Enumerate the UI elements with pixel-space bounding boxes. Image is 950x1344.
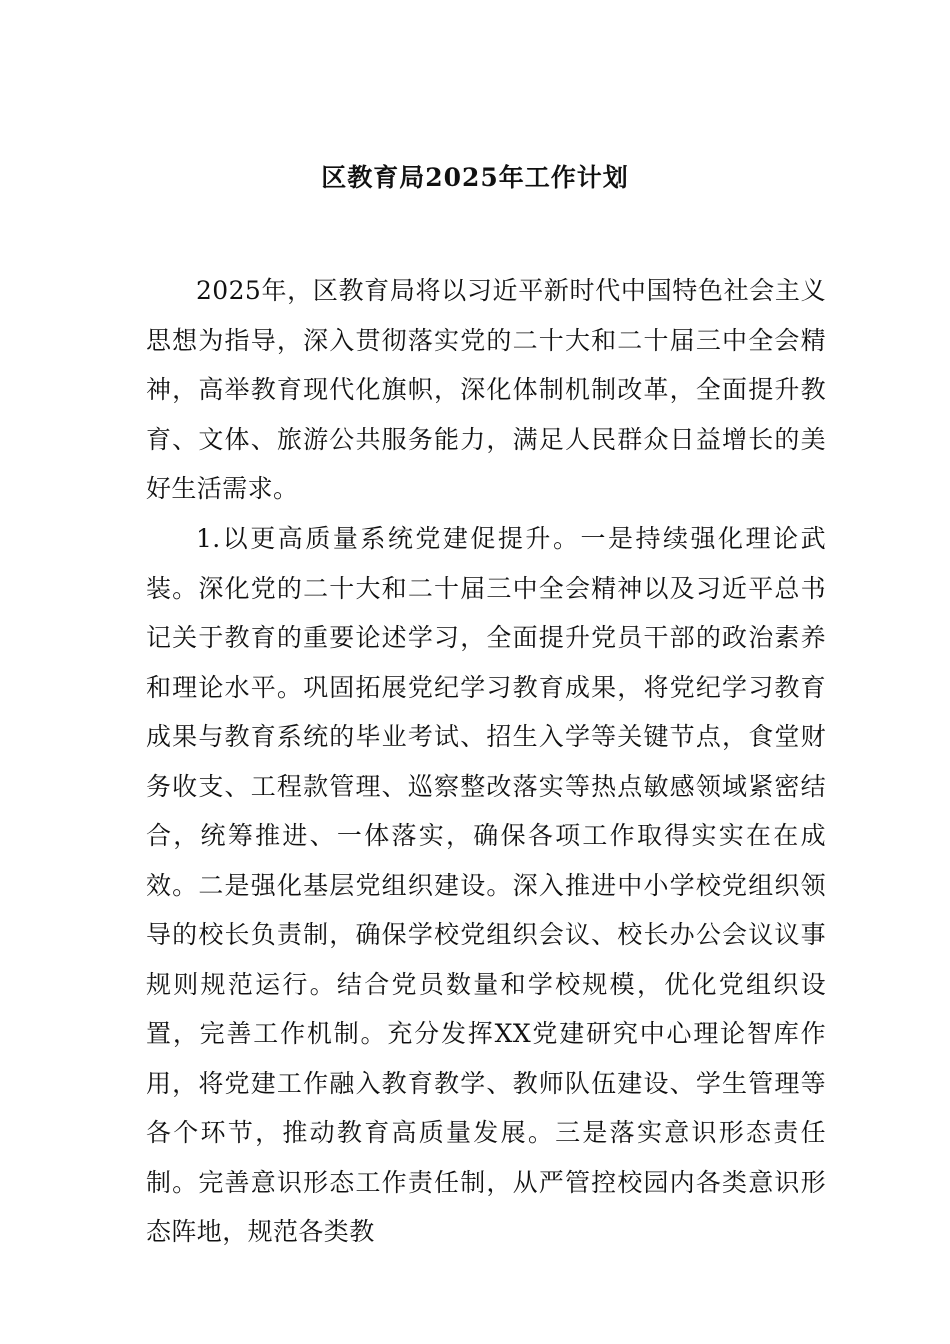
intro-paragraph: 2025年，区教育局将以习近平新时代中国特色社会主义思想为指导，深入贯彻落实党的二十大和二十届三中全会精神，高举教育现代化旗帜，深化体制机制改革，全面提升教育、文体、旅游公共服务能力，满足人民群众日益增长的美好生活需求。 — [146, 276, 826, 503]
section-1-paragraph: 1.以更高质量系统党建促提升。一是持续强化理论武装。深化党的二十大和二十届三中全会精神以及习近平总书记关于教育的重要论述学习，全面提升党员干部的政治素养和理论水平。巩固拓展党纪学习教育成果，将党纪学习教育成果与教育系统的毕业考试、招生入学等关键节点，食堂财务收支、工程款管理、巡察整改落实等热点敏感领域紧密结合，统筹推进、一体落实，确保各项工作取得实实在在成效。二是强化基层党组织建设。深入推进中小学校党组织领导的校长负责制，确保学校党组织会议、校长办公会议议事规则规范运行。结合党员数量和学校规模，优化党组织设置，完善工作机制。充分发挥XX党建研究中心理论智库作用，将党建工作融入教育教学、教师队伍建设、学生管理等各个环节，推动教育高质量发展。三是落实意识形态责任制。完善意识形态工作责任制，从严管控校园内各类意识形态阵地，规范各类教 — [146, 524, 826, 1246]
document-title: 区教育局2025年工作计划 — [321, 163, 629, 192]
